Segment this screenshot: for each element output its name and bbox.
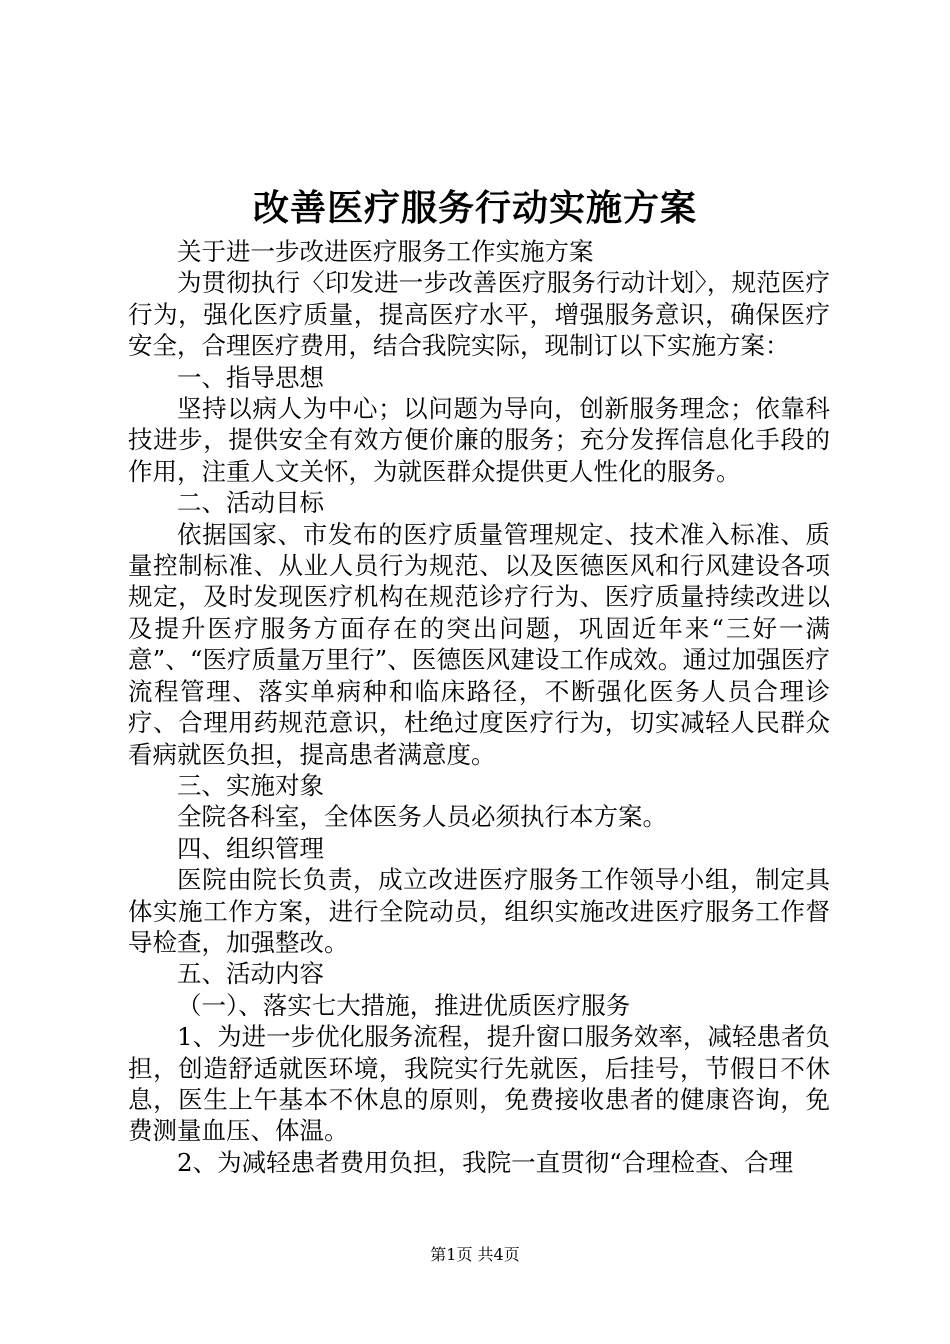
activity-goals-paragraph: 依据国家、市发布的医疗质量管理规定、技术准入标准、质量控制标准、从业人员行为规范、以及医德医风和行风建设各项规定，及时发现医疗机构在规范诊疗行为、医疗质量持续改进以及提升医疗服务方面存在的突出问题，巩固近年来“三好一满意”、“医疗质量万里行”、医德医风建设工作成效。通过加强医疗流程管理、落实单病种和临床路径，不断强化医务人员合理诊疗、合理用药规范意识，杜绝过度医疗行为，切实减轻人民群众看病就医负担，提高患者满意度。 — [128, 519, 830, 769]
subtitle-paragraph: 关于进一步改进医疗服务工作实施方案 — [177, 237, 594, 266]
intro-paragraph: 为贯彻执行〈印发进一步改善医疗服务行动计划〉，规范医疗行为，强化医疗质量，提高医疗水平，增强服务意识，确保医疗安全，合理医疗费用，结合我院实际，现制订以下实施方案： — [128, 268, 830, 361]
section-heading-guiding-ideology: 一、指导思想 — [177, 362, 324, 392]
measure-2-paragraph: 2、为减轻患者费用负担，我院一直贯彻“合理检查、合理 — [177, 1147, 794, 1177]
implementation-target-paragraph: 全院各科室，全体医务人员必须执行本方案。 — [177, 802, 667, 832]
guiding-ideology-paragraph: 坚持以病人为中心；以问题为导向，创新服务理念；依靠科技进步，提供安全有效方便价廉的服务；充分发挥信息化手段的作用，注重人文关怀，为就医群众提供更人性化的服务。 — [128, 394, 830, 486]
section-heading-implementation-target: 三、实施对象 — [177, 770, 324, 800]
section-heading-activity-goals: 二、活动目标 — [177, 488, 324, 518]
page-number-footer: 第1页 共4页 — [430, 1245, 520, 1264]
document-title: 改善医疗服务行动实施方案 — [252, 187, 697, 229]
organization-paragraph: 医院由院长负责，成立改进医疗服务工作领导小组，制定具体实施工作方案，进行全院动员，组织实施改进医疗服务工作督导检查，加强整改。 — [128, 865, 830, 957]
document-body — [128, 236, 830, 1178]
section-heading-activity-content: 五、活动内容 — [177, 959, 324, 989]
subsection-heading-seven-measures: （一）、落实七大措施，推进优质医疗服务 — [177, 990, 631, 1020]
measure-1-paragraph: 1、为进一步优化服务流程，提升窗口服务效率，减轻患者负担，创造舒适就医环境，我院实行先就医，后挂号，节假日不休息，医生上午基本不休息的原则，免费接收患者的健康咨询，免费测量血压、体温。 — [128, 1022, 830, 1146]
section-heading-organization: 四、组织管理 — [177, 833, 324, 863]
